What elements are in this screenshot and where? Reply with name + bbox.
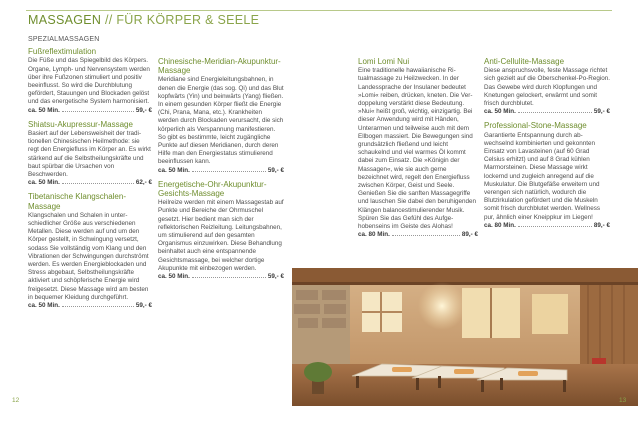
title-subtitle: FÜR KÖRPER & SEELE [116,13,260,27]
page-number-right: 13 [619,397,627,404]
massage-description: Die Füße und das Spiegelbild des Körpers. Organe, Lymph- und Nervensystem werden über ihre Fußzonen stimuliert und positiv beeinflusst. So wird die Durchblutung gefördert, Stauungen und Blockaden gelöst und das energetische System harmonisiert. [28,57,150,106]
dot-leader [518,222,592,227]
section-label: SPEZIALMASSAGEN [28,36,100,43]
column-4 [484,57,610,235]
massage-description: Basiert auf der Lebensweisheit der traditionellen Chinesischen Heilmethode: sie regt den Energiefluss im Körper an. Es wirkt stärkend auf die Selbstheilungskräfte und baut spürbar die Ursachen von Beschwerden. [28,130,151,179]
massage-item [484,121,610,230]
dot-leader [192,167,266,172]
massage-duration: ca. 80 Min. [484,221,516,229]
massage-description: Diese anspruchsvolle, feste Massage richtet sich gezielt auf die Oberschenkel-Po-Region. Das Gewebe wird durch Klopfungen und Knetungen gelockert, erwärmt und somit frisch durchblutet. [484,67,611,108]
massage-price-line [358,231,478,239]
massage-item [484,57,610,116]
massage-description: Heilreize werden mit einem Massagestab auf Punkte und Bereiche der Ohrmuschel gesetzt. Hier bedient man sich der reflektorischen Reizleitung. Leitungsbahnen, um stimulierend auf den gesamten Organismus einzuwirken. Diese Behandlung beinhaltet auch eine entspannende Gesichtsmassage, bei welcher dortige Akupunkte mit einbezogen werden. [158,199,284,272]
dot-leader [62,107,134,112]
column-1 [28,36,152,315]
dot-leader [392,231,460,236]
column-2 [158,57,284,286]
massage-item [158,180,284,281]
massage-price-line [28,179,152,187]
massage-price: 89,- € [593,221,610,229]
dot-leader [518,108,592,113]
massage-price: 59,- € [135,302,152,310]
massage-title: Energetische-Ohr-Akupunktur-Gesichts-Massage [158,179,267,199]
massage-description: Meridiane sind Energieleitungsbahnen, in denen die Energie (das sog. Qi) und das Blut kopfwärts (Yin) und beinwärts (Yang) fließen. In einem gesunden Körper fließt die Energie (Chi, Prana, Mana, etc.). Krankheiten werden durch Blockaden verursacht, die sich körperlich als Verspannung manifestieren. So gibt es bestimmte, leicht zugängliche Punkte auf diesen Meridianen, durch deren Hilfe man den Energiestatus stimulierend beeinflussen kann. [158,76,284,166]
massage-price: 59,- € [267,273,284,281]
page-number-left: 12 [12,397,20,404]
massage-title: Chinesische-Meridian-Akupunktur-Massage [158,57,281,76]
massage-description: Garantierte Entspannung durch abwechselnd kombinierten und gekonnten Einsatz von Lavasteinen (auf 60 Grad Celsius erhitzt) und auf 8 Grad kühlen Marmorsteinen. Diese Massage wirkt lockernd und zugleich anregend auf die Muskulatur. Die Blutgefäße erweitern und verengen sich natürlich, wodurch die Blutzirkulation gefördert und die Muskeln somit frisch durchblutet werden. Wellness pur, ähnlich einer Kneippkur im Liegen! [484,131,601,221]
massage-title: Lomi Lomi Nui [358,57,410,66]
massage-price: 89,- € [461,231,478,239]
massage-price-line [158,273,284,281]
massage-price-line [484,108,610,116]
massage-duration: ca. 50 Min. [158,273,190,281]
massage-item [158,57,284,175]
page-title [28,13,259,27]
massage-price-line [158,167,284,175]
column-3 [358,57,478,244]
massage-title: Anti-Cellulite-Massage [484,57,565,66]
title-main: MASSAGEN [28,13,102,27]
massage-description: Eine traditionelle hawaiianische Ritualmassage zu Heilzwecken. In der Landessprache der Insulaner bedeutet »Lomi« reiben, drücken, kneten. Die Verdoppelung verstärkt diese Bedeutung. »Nui« heißt groß, wichtig, einzigartig. Bei dieser Anwendung wird mit Händen, Unterarmen und teilweise auch mit dem Ellbogen massiert. Die Bewegungen sind grundsätzlich fließend und leicht schaukelnd und viel warmes Öl kommt dabei zum Einsatz. Die »Königin der Massagen«, wie sie auch gerne bezeichnet wird, regelt den Energiefluss zwischen Körper, Geist und Seele. Genießen Sie die sanften Massagegriffe und lauschen Sie dabei den beruhigenden Klängen balancestimulierender Musik. Spüren Sie das Gefühl des Aufgehobenseins im Geiste des Alohas! [358,67,476,231]
massage-duration: ca. 50 Min. [28,106,60,114]
massage-description: Klangschalen und Schalen in unterschiedlicher Größe aus verschiedenen Metallen. Diese werden auf und um den Körper gestellt, in Schwingung versetzt, sodass Sie vollständig vom Klang und den Vibrationen der Schwingungen durchströmt werden. Es werden Energieblockaden und Stress abgebaut, Selbstheilungskräfte aktiviert und schöpferische Energie wird freigesetzt. Diese Massage wird am besten in bequemer Kleidung durchgeführt. [28,211,149,301]
massage-title: Shiatsu-Akupressur-Massage [28,119,133,129]
relaxation-room-photo [292,268,638,406]
massage-price-line [484,222,610,230]
header-rule [26,10,612,11]
massage-price: 59,- € [135,106,152,114]
massage-duration: ca. 50 Min. [158,166,190,174]
massage-price-line [28,107,152,115]
massage-title: Tibetanische Klangschalen-Massage [28,192,126,211]
massage-price: 59,- € [593,108,610,116]
massage-item [28,47,152,115]
dot-leader [62,179,134,184]
dot-leader [62,302,134,307]
massage-item [358,57,478,239]
massage-duration: ca. 50 Min. [484,108,516,116]
massage-price: 62,- € [135,179,152,187]
massage-title: Professional-Stone-Massage [484,121,587,131]
massage-title: Fußreflextimulation [28,47,97,57]
massage-duration: ca. 50 Min. [28,179,60,187]
massage-price: 59,- € [267,166,284,174]
massage-item [28,120,152,188]
massage-duration: ca. 80 Min. [358,231,390,239]
massage-duration: ca. 50 Min. [28,302,60,310]
massage-price-line [28,302,152,310]
dot-leader [192,273,266,278]
massage-item [28,192,152,310]
title-separator: // [105,13,113,27]
